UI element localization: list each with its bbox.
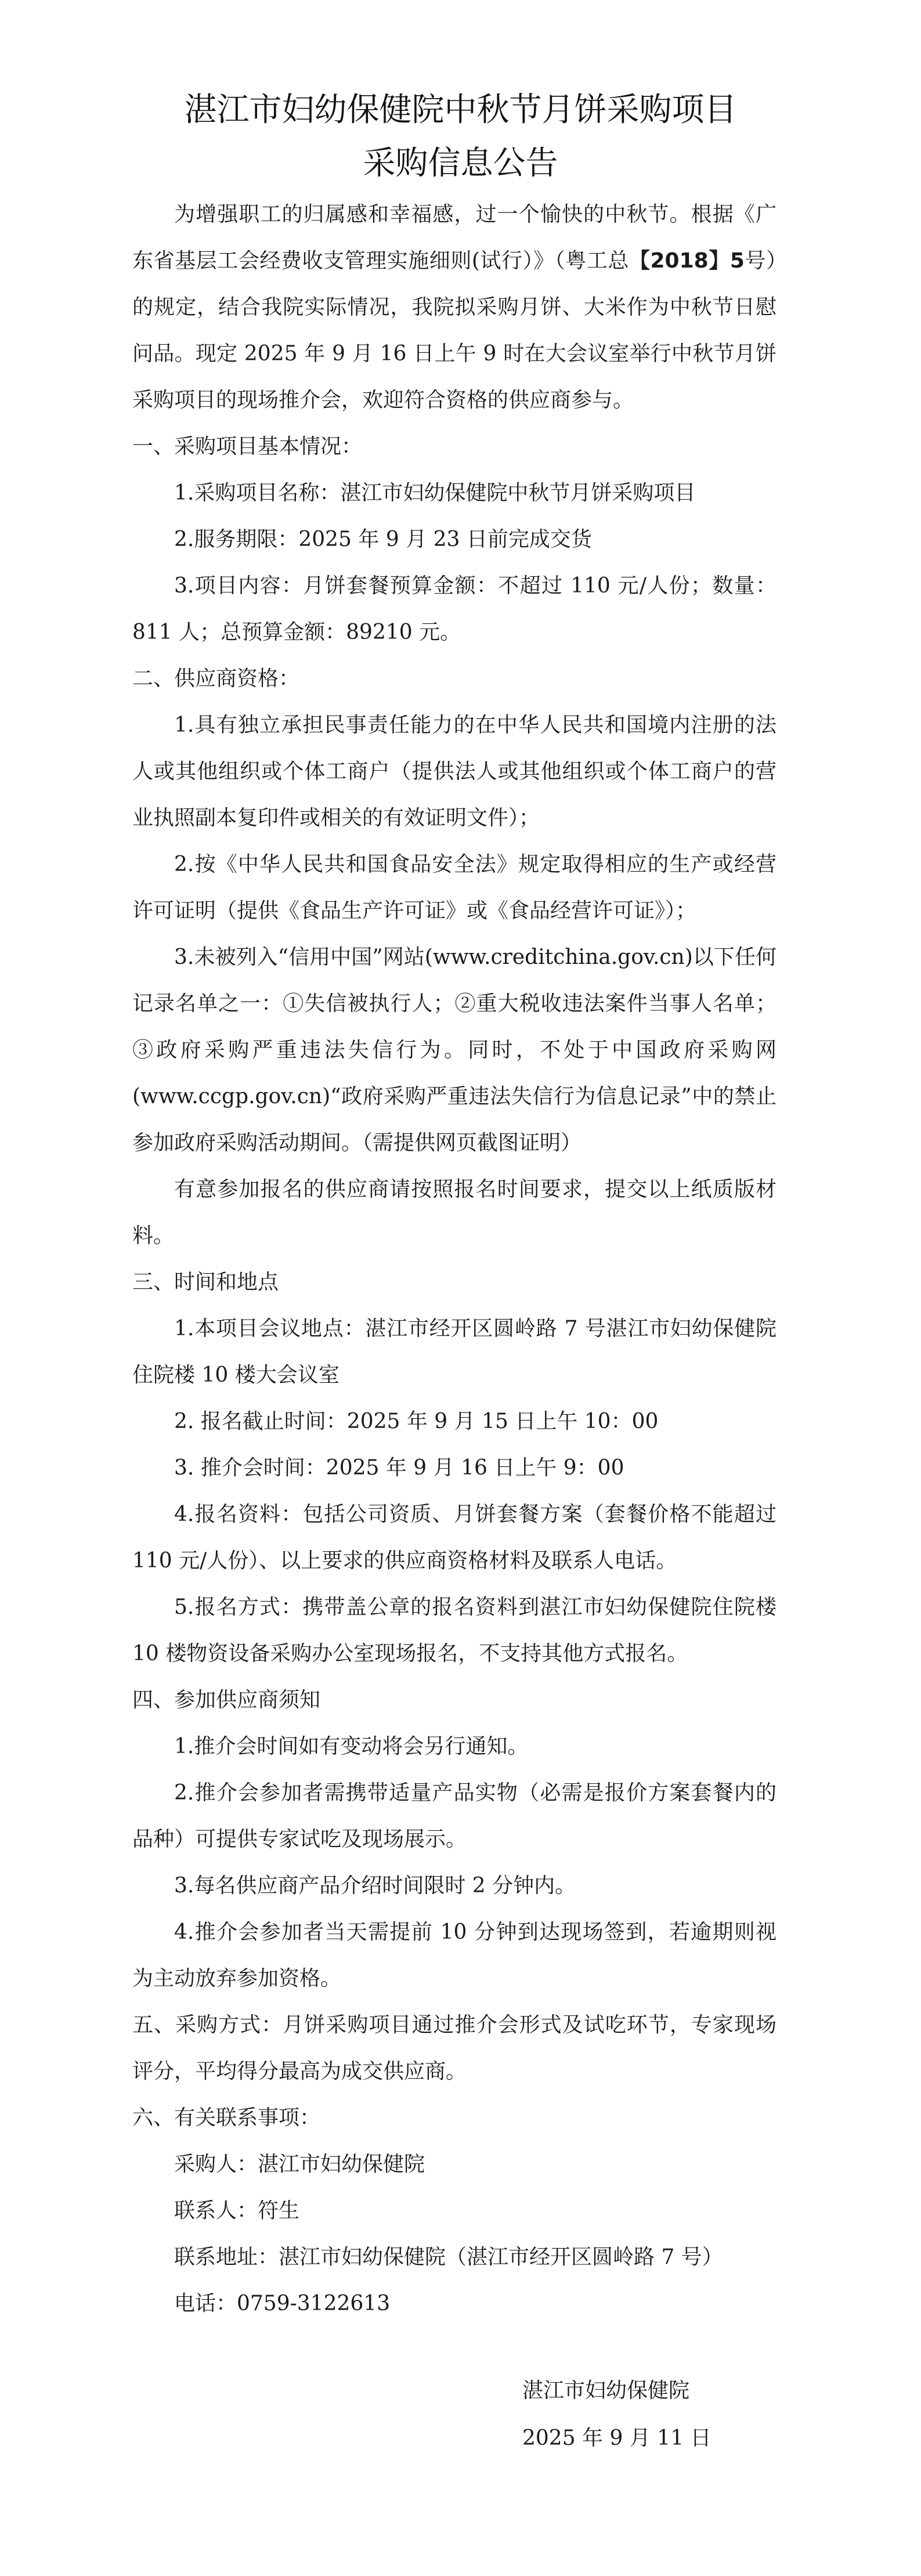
section3-item: 2. 报名截止时间：2025 年 9 月 15 日上午 10：00 <box>174 1410 659 1433</box>
section2-item: 3.未被列入“信用中国”网站(www.creditchina.gov.cn)以下任何记录名单之一：①失信被执行人；②重大税收违法案件当事人名单；③政府采购严重违法失信行为。同时，不处于中国政府采购网(www.ccgp.gov.cn)“政府采购严重违法失信行为信息记录”中的禁止参加政府采购活动期间。（需提供网页截图证明） <box>132 945 776 1155</box>
section4-item: 2.推介会参加者需携带适量产品实物（必需是报价方案套餐内的品种）可提供专家试吃及现场展示。 <box>132 1781 776 1851</box>
contact-purchaser: 采购人：湛江市妇幼保健院 <box>174 2152 425 2176</box>
section3-item: 3. 推介会时间：2025 年 9 月 16 日上午 9：00 <box>174 1456 624 1480</box>
intro-paragraph <box>132 192 776 424</box>
signature-organization: 湛江市妇幼保健院 <box>522 2379 690 2402</box>
contact-address: 联系地址：湛江市妇幼保健院（湛江市经开区圆岭路 7 号） <box>174 2245 723 2269</box>
section3-item: 5.报名方式：携带盖公章的报名资料到湛江市妇幼保健院住院楼 10 楼物资设备采购办公室现场报名，不支持其他方式报名。 <box>132 1595 776 1665</box>
section4-heading: 四、参加供应商须知 <box>132 1688 321 1712</box>
section2-item: 2.按《中华人民共和国食品安全法》规定取得相应的生产或经营许可证明（提供《食品生产许可证》或《食品经营许可证》）； <box>132 852 776 923</box>
page-title: 湛江市妇幼保健院中秋节月饼采购项目 <box>184 91 737 129</box>
section3-heading: 三、时间和地点 <box>132 1270 279 1294</box>
section5-text: 五、采购方式：月饼采购项目通过推介会形式及试吃环节，专家现场评分，平均得分最高为成交供应商。 <box>132 2013 776 2083</box>
section2-heading: 二、供应商资格： <box>132 667 300 691</box>
section2-item: 1.具有独立承担民事责任能力的在中华人民共和国境内注册的法人或其他组织或个体工商户（提供法人或其他组织或个体工商户的营业执照副本复印件或相关的有效证明文件）； <box>132 713 776 830</box>
page-subtitle: 采购信息公告 <box>363 144 558 182</box>
section1-item: 3.项目内容：月饼套餐预算金额：不超过 110 元/人份；数量：811 人；总预算金额：89210 元。 <box>132 574 776 644</box>
section1-item: 2.服务期限：2025 年 9 月 23 日前完成交货 <box>174 528 592 551</box>
section4-item: 4.推介会参加者当天需提前 10 分钟到达现场签到，若逾期则视为主动放弃参加资格。 <box>132 1920 776 1990</box>
contact-phone: 电话：0759-3122613 <box>174 2292 391 2315</box>
announcement-body <box>132 192 776 2327</box>
section3-item: 4.报名资料：包括公司资质、月饼套餐方案（套餐价格不能超过 110 元/人份）、以上要求的供应商资格材料及联系人电话。 <box>132 1502 776 1573</box>
intro-text-1: 为增强职工的归属感和幸福感，过一个愉快的中秋节。根据《广东省基层工会经费收支管理实施细则(试行）》（粤工总 <box>132 203 776 273</box>
contact-person: 联系人：符生 <box>174 2199 300 2223</box>
section4-item: 3.每名供应商产品介绍时间限时 2 分钟内。 <box>174 1874 576 1898</box>
section3-item: 1.本项目会议地点：湛江市经开区圆岭路 7 号湛江市妇幼保健院住院楼 10 楼大会议室 <box>132 1317 776 1387</box>
signature-date: 2025 年 9 月 11 日 <box>522 2426 711 2450</box>
section2-note: 有意参加报名的供应商请按照报名时间要求，提交以上纸质版材料。 <box>132 1177 776 1248</box>
section4-item: 1.推介会时间如有变动将会另行通知。 <box>174 1735 529 1758</box>
section6-heading: 六、有关联系事项： <box>132 2106 321 2130</box>
section1-item: 1.采购项目名称：湛江市妇幼保健院中秋节月饼采购项目 <box>174 481 696 505</box>
intro-text-2: 号）的规定，结合我院实际情况，我院拟采购月饼、大米作为中秋节日慰问品。现定 2025 年 9 月 16 日上午 9 时在大会议室举行中秋节月饼采购项目的现场推介会，欢迎符合资格的供应商参与。 <box>132 249 776 412</box>
intro-doc-number: 【2018】5 <box>629 249 745 273</box>
section1-heading: 一、采购项目基本情况： <box>132 435 363 458</box>
